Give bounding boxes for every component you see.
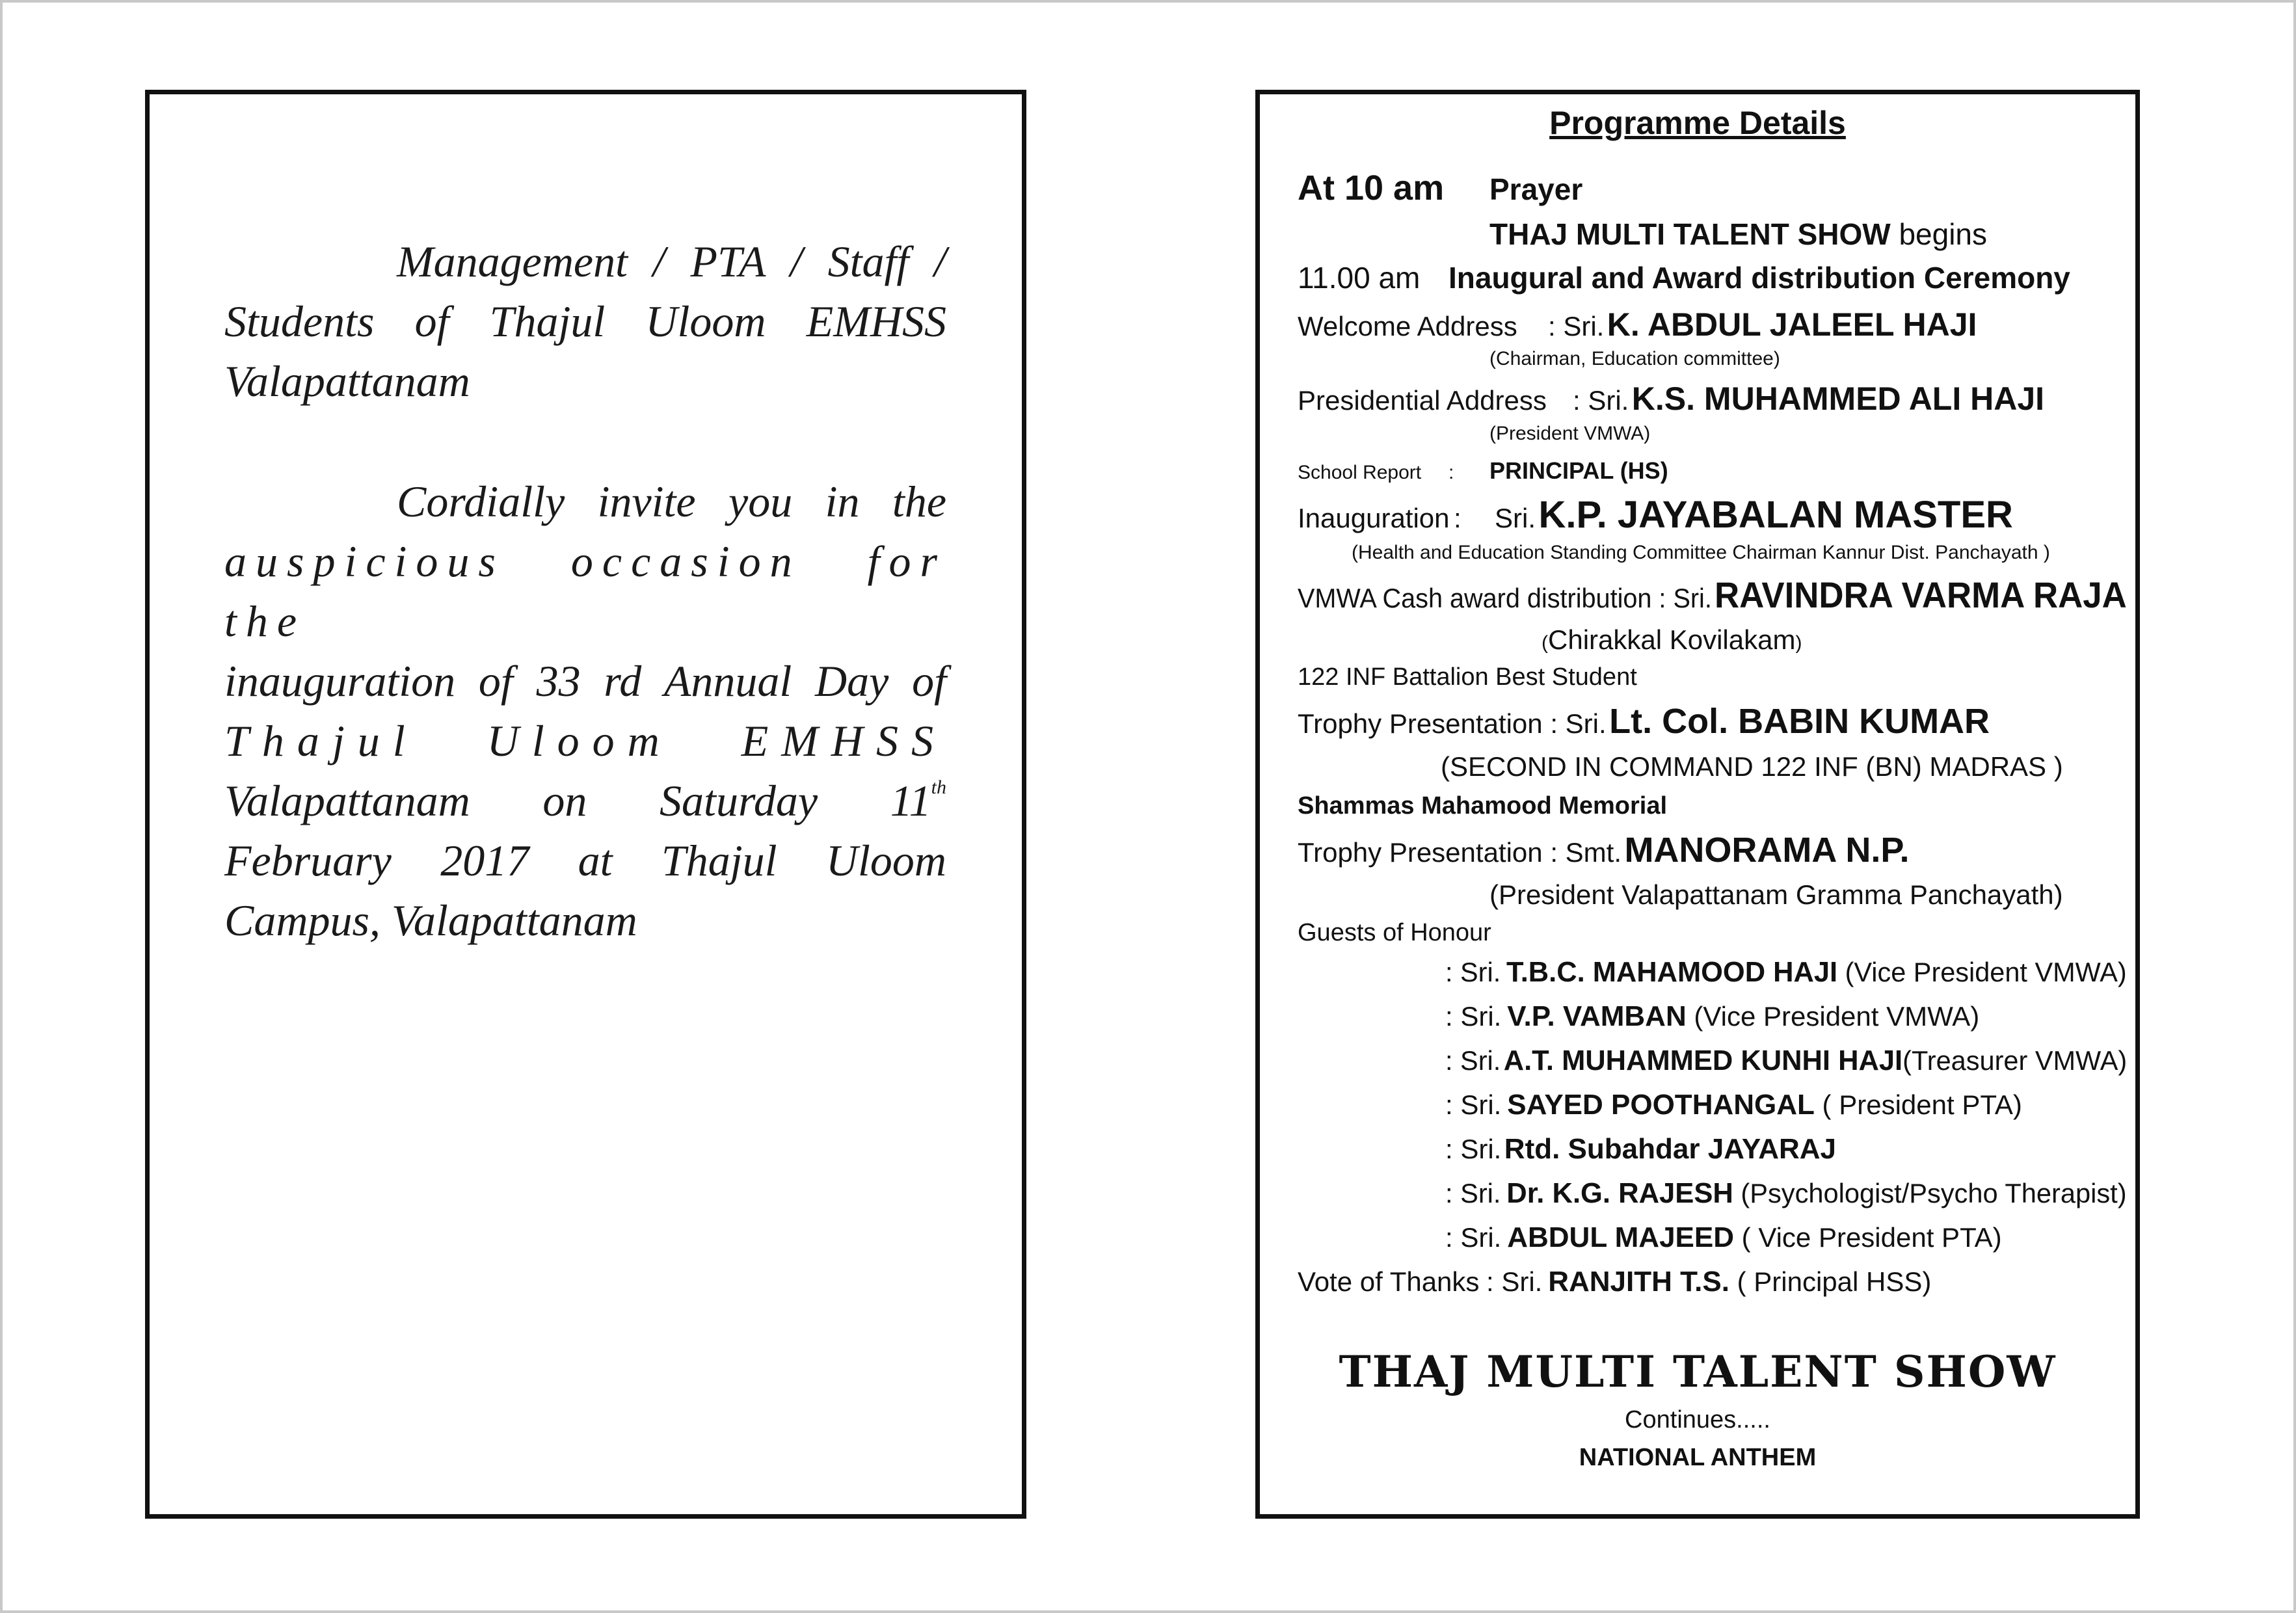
show-begins-text: begins xyxy=(1890,217,1988,251)
guest-prefix: : Sri. xyxy=(1445,1178,1501,1208)
cash-award-row xyxy=(1298,574,2127,616)
guest-name: Rtd. Subahdar JAYARAJ xyxy=(1504,1133,1837,1165)
ceremony-row xyxy=(1298,260,2070,295)
invitation-line-2: auspicious occasion for the xyxy=(224,537,946,646)
time-10am: At 10 am xyxy=(1298,168,1445,207)
memorial-line: Shammas Mahamood Memorial xyxy=(1298,792,1668,820)
continues-text: Continues..... xyxy=(1625,1406,1770,1433)
guest-prefix: : Sri. xyxy=(1445,1001,1502,1032)
presidential-label: Presidential Address xyxy=(1298,385,1547,416)
national-anthem: NATIONAL ANTHEM xyxy=(1579,1444,1817,1471)
cash-award-name: RAVINDRA VARMA RAJA xyxy=(1715,574,2127,615)
trophy1-note: (SECOND IN COMMAND 122 INF (BN) MADRAS ) xyxy=(1441,751,2063,782)
guest-prefix: : Sri. xyxy=(1445,1089,1502,1120)
guest-row xyxy=(1445,956,2127,989)
thanks-row xyxy=(1298,1266,1931,1298)
invitation-opening: Management / PTA / Staff / Students of Thajul Uloom EMHSS Valapattanam xyxy=(224,237,946,406)
inauguration-name: K.P. JAYABALAN MASTER xyxy=(1538,494,2013,536)
presidential-prefix: : Sri. xyxy=(1573,385,1629,416)
inauguration-note: (Health and Education Standing Committee Chairman Kannur Dist. Panchayath ) xyxy=(1352,542,2050,563)
cash-award-label: VMWA Cash award distribution : Sri. xyxy=(1298,583,1712,613)
show-title: THAJ MULTI TALENT SHOW xyxy=(1339,1346,2057,1397)
guest-prefix: : Sri. xyxy=(1445,957,1501,987)
invitation-line-4: Thajul Uloom EMHSS xyxy=(224,716,946,766)
guest-row xyxy=(1445,1177,2127,1210)
guest-row xyxy=(1445,1089,2022,1121)
thanks-label: Vote of Thanks xyxy=(1298,1266,1480,1297)
guest-name: Dr. K.G. RAJESH xyxy=(1506,1177,1733,1209)
guest-note: ( Vice President PTA) xyxy=(1734,1222,2002,1253)
guest-row xyxy=(1445,1221,2002,1254)
guest-row xyxy=(1445,1000,1979,1033)
show-begins-row xyxy=(1489,217,1987,252)
welcome-prefix: : Sri. xyxy=(1548,311,1605,341)
guest-name: V.P. VAMBAN xyxy=(1507,1000,1687,1032)
invitation-line-5-wrap xyxy=(224,771,946,831)
welcome-row xyxy=(1298,306,1977,343)
presidential-note: (President VMWA) xyxy=(1489,423,1651,444)
welcome-label: Welcome Address xyxy=(1298,311,1517,341)
report-row xyxy=(1298,457,1668,485)
guest-prefix: : Sri. xyxy=(1445,1222,1502,1253)
guest-note: ( President PTA) xyxy=(1814,1089,2022,1120)
date-suffix: th xyxy=(931,777,946,798)
trophy2-label: Trophy Presentation : Smt. xyxy=(1298,837,1622,868)
thanks-name: RANJITH T.S. xyxy=(1548,1266,1729,1298)
thanks-note: ( Principal HSS) xyxy=(1729,1266,1932,1297)
trophy1-label: Trophy Presentation : Sri. xyxy=(1298,708,1607,739)
prayer-label: Prayer xyxy=(1489,172,1583,206)
report-name: PRINCIPAL (HS) xyxy=(1489,457,1668,484)
ceremony-label: Inaugural and Award distribution Ceremony xyxy=(1448,261,2070,295)
guest-row xyxy=(1445,1133,1836,1166)
inauguration-colon: : xyxy=(1454,503,1462,533)
cash-award-note-row xyxy=(1542,624,1802,656)
invitation-body xyxy=(224,472,946,950)
cash-award-note-close: ) xyxy=(1795,632,1802,654)
trophy2-row xyxy=(1298,830,1909,870)
guest-name: T.B.C. MAHAMOOD HAJI xyxy=(1506,956,1838,988)
battalion-line: 122 INF Battalion Best Student xyxy=(1298,663,1637,691)
show-begins-title: THAJ MULTI TALENT SHOW xyxy=(1489,217,1891,251)
report-colon: : xyxy=(1448,462,1454,483)
guest-note: (Vice President VMWA) xyxy=(1686,1001,1980,1032)
guest-prefix: : Sri. xyxy=(1445,1134,1502,1164)
invitation-line-1: Cordially invite you in the xyxy=(397,477,946,526)
guest-note: (Vice President VMWA) xyxy=(1837,957,2127,987)
invitation-line-3: inauguration of 33 rd Annual Day of xyxy=(224,656,946,706)
inauguration-prefix: Sri. xyxy=(1495,503,1536,533)
guest-name: A.T. MUHAMMED KUNHI HAJI xyxy=(1503,1045,1903,1076)
guest-note: (Psychologist/Psycho Therapist) xyxy=(1733,1178,2127,1208)
prayer-row xyxy=(1298,168,1582,208)
guest-note: (Treasurer VMWA) xyxy=(1902,1045,2128,1076)
invitation-line-7: Campus, Valapattanam xyxy=(224,896,637,945)
guest-name: SAYED POOTHANGAL xyxy=(1507,1089,1815,1121)
trophy1-row xyxy=(1298,701,1990,741)
invitation-line-6: February 2017 at Thajul Uloom xyxy=(224,836,946,885)
cash-award-note-open: ( xyxy=(1542,632,1548,654)
presidential-row xyxy=(1298,380,2044,418)
time-11am: 11.00 am xyxy=(1298,261,1421,295)
programme-heading: Programme Details xyxy=(1549,105,1846,141)
cash-award-note: Chirakkal Kovilakam xyxy=(1548,624,1796,655)
trophy1-name: Lt. Col. BABIN KUMAR xyxy=(1609,702,1990,741)
welcome-note: (Chairman, Education committee) xyxy=(1489,348,1780,369)
report-label: School Report xyxy=(1298,462,1422,483)
inauguration-label: Inauguration xyxy=(1298,503,1450,533)
guest-name: ABDUL MAJEED xyxy=(1507,1221,1735,1253)
welcome-name: K. ABDUL JALEEL HAJI xyxy=(1607,306,1977,343)
guest-row xyxy=(1445,1045,2127,1077)
inauguration-row xyxy=(1298,493,2013,537)
trophy2-name: MANORAMA N.P. xyxy=(1624,831,1910,870)
guest-prefix: : Sri. xyxy=(1445,1045,1501,1076)
thanks-prefix: : Sri. xyxy=(1486,1266,1543,1297)
guests-label: Guests of Honour xyxy=(1298,919,1491,946)
invitation-line-5: Valapattanam on Saturday 11 xyxy=(224,776,931,825)
presidential-name: K.S. MUHAMMED ALI HAJI xyxy=(1631,380,2045,417)
trophy2-note: (President Valapattanam Gramma Panchayath) xyxy=(1489,879,2063,910)
